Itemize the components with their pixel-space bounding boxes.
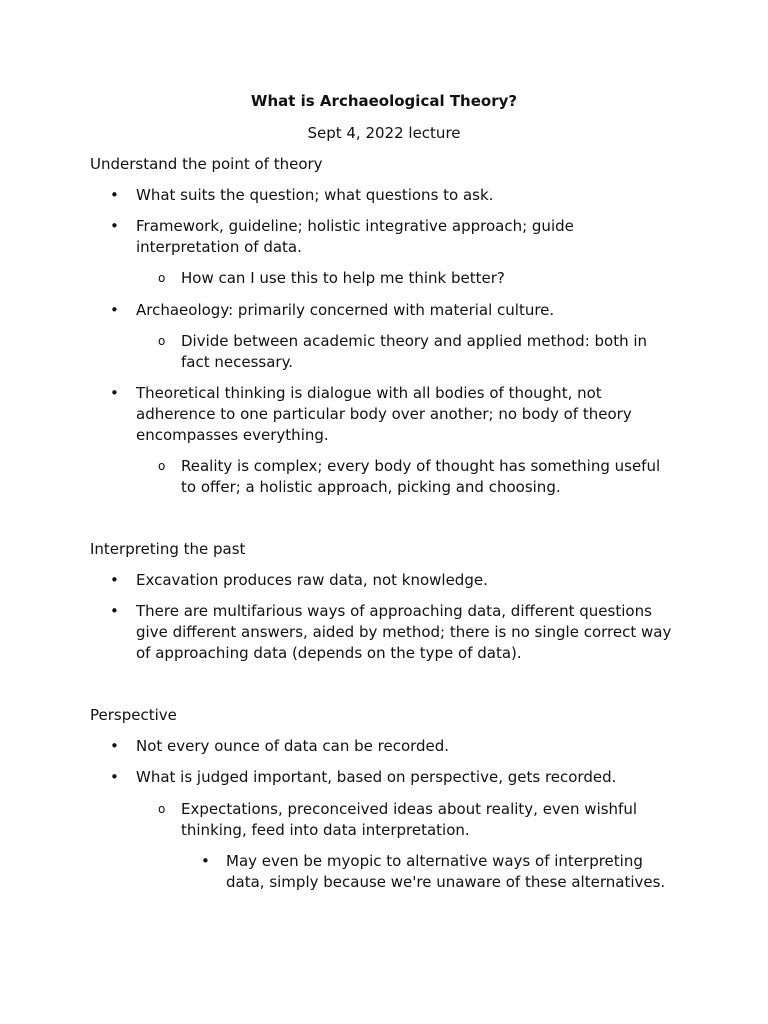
- bullet-marker: •: [110, 571, 119, 589]
- sub-list-item: Expectations, preconceived ideas about reality, even wishful thinking, feed into data interpretation.: [181, 800, 638, 839]
- list-item: What is judged important, based on perspective, gets recorded.: [136, 768, 617, 786]
- list-item: Not every ounce of data can be recorded.: [136, 737, 450, 755]
- section-heading: Understand the point of theory: [90, 155, 323, 173]
- list-item: Archaeology: primarily concerned with material culture.: [136, 301, 555, 319]
- bullet-marker: •: [110, 768, 119, 786]
- bullet-marker: •: [110, 217, 119, 235]
- sub-sub-list-item: May even be myopic to alternative ways of interpreting data, simply because we're unaware of these alternatives.: [226, 852, 666, 891]
- list-item: Excavation produces raw data, not knowledge.: [136, 571, 488, 589]
- bullet-marker: •: [110, 384, 119, 402]
- document-title: What is Archaeological Theory?: [250, 92, 518, 110]
- document-subtitle: Sept 4, 2022 lecture: [307, 124, 461, 142]
- bullet-marker: •: [110, 602, 119, 620]
- sub-list-item: How can I use this to help me think better?: [181, 269, 505, 287]
- sub-sub-bullet-marker: •: [201, 852, 210, 870]
- sub-bullet-marker: o: [158, 271, 166, 285]
- bullet-marker: •: [110, 737, 119, 755]
- list-item: What suits the question; what questions to ask.: [136, 186, 494, 204]
- list-item: Framework, guideline; holistic integrative approach; guide interpretation of data.: [136, 217, 574, 256]
- list-item: There are multifarious ways of approaching data, different questions give different answers, aided by method; there is no single correct way of approaching data (depends on the type of data).: [136, 602, 672, 662]
- bullet-marker: •: [110, 301, 119, 319]
- bullet-marker: •: [110, 186, 119, 204]
- sub-list-item: Reality is complex; every body of thought has something useful to offer; a holistic approach, picking and choosing.: [181, 457, 661, 496]
- list-item: Theoretical thinking is dialogue with all bodies of thought, not adherence to one particular body over another; no body of theory encompasses everything.: [136, 384, 632, 444]
- sub-bullet-marker: o: [158, 334, 166, 348]
- sub-bullet-marker: o: [158, 459, 166, 473]
- sub-bullet-marker: o: [158, 802, 166, 816]
- section-heading: Perspective: [90, 706, 177, 724]
- section-heading: Interpreting the past: [90, 540, 246, 558]
- sub-list-item: Divide between academic theory and applied method: both in fact necessary.: [181, 332, 648, 371]
